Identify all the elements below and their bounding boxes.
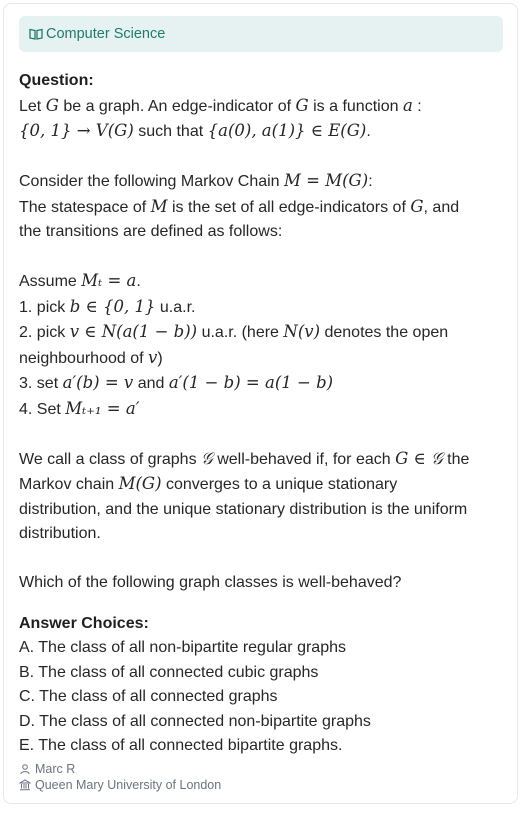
step-4: 4. Set Mₜ₊₁ = a′ (19, 398, 140, 418)
user-icon (19, 763, 31, 775)
wb-line-4: distribution. (19, 525, 101, 542)
assume-line: Assume Mₜ = a. (19, 271, 141, 290)
book-open-icon (29, 28, 43, 40)
question-body (19, 69, 509, 759)
author-row (19, 761, 221, 777)
subject-tag (19, 16, 503, 52)
wb-line-1: We call a class of graphs 𝒢 well-behaved if, for each G ∈ 𝒢 the (19, 448, 470, 468)
step-3: 3. set a′(b) = v and a′(1 − b) = a(1 − b) (19, 373, 334, 392)
markov-line-2: The statespace of M is the set of all edge-indicators of G, and (19, 196, 460, 216)
institution-row (19, 777, 221, 793)
question-prompt: Which of the following graph classes is well-behaved? (19, 574, 402, 591)
choice-b[interactable]: B. The class of all connected cubic graphs (19, 663, 319, 681)
intro-line-1: Let G be a graph. An edge-indicator of G is a function a : (19, 95, 422, 115)
wb-line-2: Markov chain M(G) converges to a unique stationary (19, 474, 398, 493)
subject-label: Computer Science (46, 26, 166, 42)
markov-line-3: the transitions are defined as follows: (19, 223, 283, 240)
step-2-cont: neighbourhood of v) (19, 347, 163, 367)
step-2: 2. pick v ∈ N(a(1 − b)) u.a.r. (here N(v) denotes the open (19, 322, 449, 341)
question-card (3, 3, 518, 804)
question-heading: Question: (19, 72, 94, 89)
choice-e[interactable]: E. The class of all connected bipartite graphs. (19, 737, 343, 754)
author-name: Marc R (35, 762, 76, 776)
step-1: 1. pick b ∈ {0, 1} u.a.r. (19, 296, 196, 316)
markov-line-1: Consider the following Markov Chain M = M(G): (19, 171, 373, 190)
choice-a[interactable]: A. The class of all non-bipartite regular graphs (19, 639, 346, 656)
institution-name: Queen Mary University of London (35, 778, 222, 792)
choice-d[interactable]: D. The class of all connected non-bipartite graphs (19, 712, 371, 730)
footer (19, 761, 221, 793)
answers-heading: Answer Choices: (19, 614, 149, 632)
wb-line-3: distribution, and the unique stationary distribution is the uniform (19, 500, 468, 518)
intro-line-2: {0, 1} → V(G) such that {a(0), a(1)} ∈ E(G). (19, 121, 371, 140)
choice-c[interactable]: C. The class of all connected graphs (19, 688, 278, 705)
institution-icon (19, 779, 31, 791)
